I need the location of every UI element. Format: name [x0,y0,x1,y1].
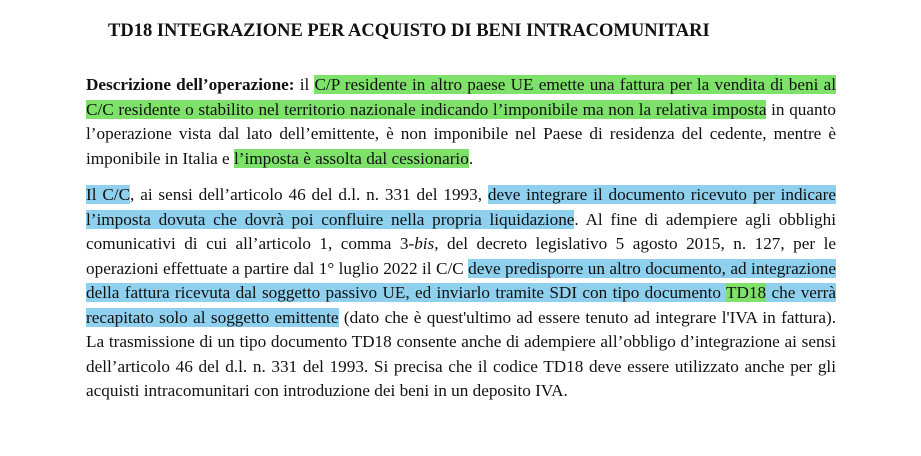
paragraph1-text-3: . [468,148,474,168]
obligations-paragraph [86,183,836,404]
paragraph1-text-1: il [294,75,315,94]
operation-description-label: Descrizione dell’operazione: [86,75,295,94]
paragraph2-text-1: , ai sensi dell’articolo 46 del d.l. n. 331 del 1993, [130,185,488,204]
highlight-blue-prepare-document: deve predisporre un altro documento, ad integrazione della fattura ricevuta dal soggetto passivo UE, ed inviarlo tramite SDI con tipo documento [86,258,836,302]
paragraph2-text-2: . Al fine di adempiere agli obblighi comunicativi di cui all’articolo 1, comma 3- [86,209,836,253]
bis-italic: bis [414,234,435,253]
paragraph2-text-3: , del decreto legislativo 5 agosto 2015, n. 127, per le operazioni effettuate a partire dal 1° luglio 2022 il C/C [86,234,836,278]
highlight-blue-delivered-to-issuer: che verrà recapitato solo al soggetto emittente [86,283,836,327]
paragraph2-text-4: (dato che è quest'ultimo ad essere tenuto ad integrare l'IVA in fattura). La trasmissione di un tipo documento TD18 consente anche di adempiere all’obbligo d’integrazione ai sensi dell’articolo 46 del d.l. n. 331 del 1993. Si precisa che il codice TD18 deve essere utilizzato anche per gli acquisti intracomunitari con introduzione dei beni in un deposito IVA. [86,307,836,400]
operation-description-paragraph [86,73,836,171]
highlight-blue-buyer: Il C/C [86,185,131,204]
highlight-green-seller-invoice: C/P residente in altro paese UE emette una fattura per la vendita di beni al C/C residente o stabilito nel territorio nazionale indicando l’imponibile ma non la relativa imposta [86,75,836,119]
highlight-green-tax-paid-by-buyer: l’imposta è assolta dal cessionario [233,148,469,168]
document-title: TD18 INTEGRAZIONE PER ACQUISTO DI BENI INTRACOMUNITARI [108,21,710,41]
highlight-green-td18-code: TD18 [726,283,767,302]
highlight-blue-integrate-document: deve integrare il documento ricevuto per indicare l’imposta dovuta che dovrà poi confluire nella propria liquidazione [86,185,836,229]
paragraph1-text-2: in quanto l’operazione vista dal lato dell’emittente, è non imponibile nel Paese di residenza del cedente, mentre è imponibile in Italia e [86,99,836,168]
